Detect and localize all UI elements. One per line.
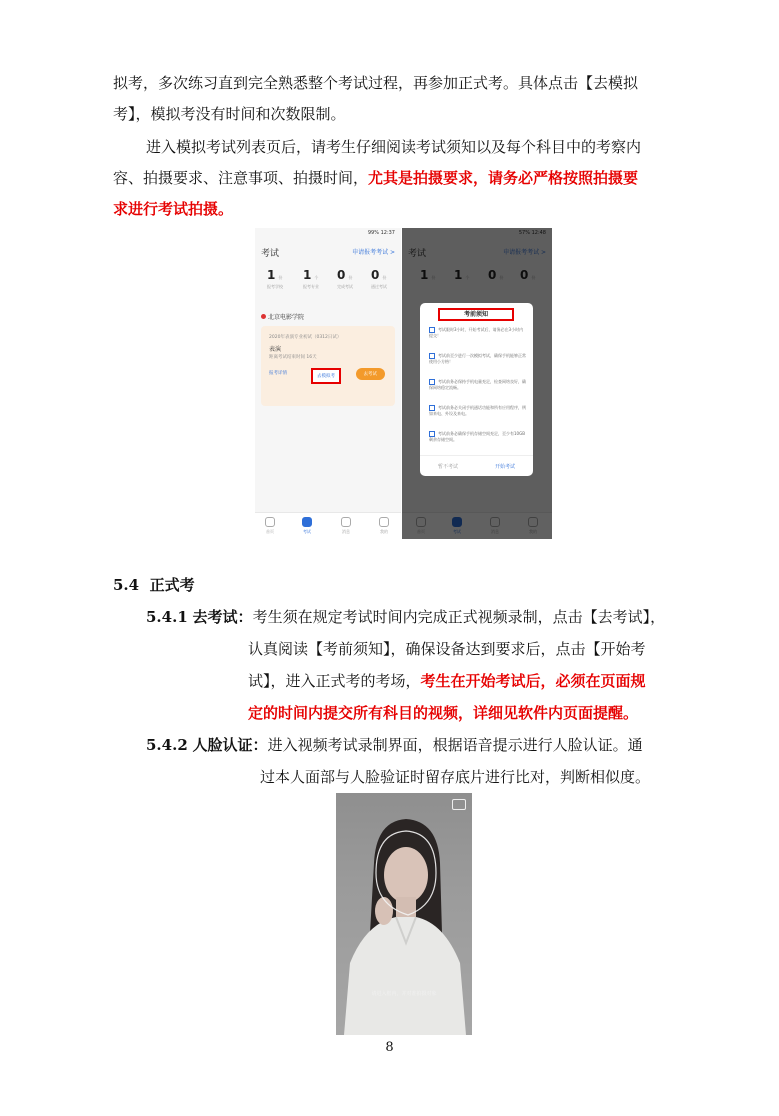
dialog-title: 考前须知 [438, 308, 514, 321]
home-icon [265, 517, 275, 527]
tab-message[interactable]: 消息 [331, 517, 361, 535]
school-icon [261, 314, 266, 319]
notice-item-3: 考试前务必保持手机电量充足，检查网络良好，确保网络稳定流畅。 [429, 379, 526, 390]
phone-screenshot-exam-notice [402, 228, 552, 539]
section-number: 5.4 [113, 576, 140, 594]
camera-switch-icon[interactable] [452, 799, 466, 810]
cancel-exam-button[interactable]: 暂不考试 [437, 464, 458, 470]
exam-card-countdown: 距离考试结束时间 16天 [269, 355, 317, 360]
exam-card-title: 2020年表演专业初试（0312日试） [269, 335, 342, 340]
start-exam-button[interactable]: 开始考试 [494, 464, 515, 470]
school-name: 北京电影学院 [261, 312, 304, 321]
sub1-line4: 定的时间内提交所有科目的视频，详细见软件内页面提醒。 [248, 704, 639, 722]
face-illustration [336, 793, 472, 1035]
para2-line1: 进入模拟考试列表页后，请考生仔细阅读考试须知以及每个科目中的考察内 [146, 138, 642, 156]
exam-icon [302, 517, 312, 527]
status-bar: 99% 12:37 [367, 230, 395, 236]
notice-item-2: 考试前至少进行一次模拟考试，确保手机能够正常使用小方格！ [429, 353, 526, 364]
go-exam-button[interactable]: 去考试 [356, 368, 386, 380]
exam-notice-dialog [420, 303, 533, 476]
tab-bar [255, 512, 401, 539]
para1-line1: 拟考，多次练习直到完全熟悉整个考试过程，再参加正式考。具体点击【去模拟 [113, 74, 639, 92]
sub2-label: 人脸认证： [192, 736, 268, 754]
exam-detail-button[interactable]: 报考详情 [269, 371, 287, 376]
page-title: 考试 [261, 249, 280, 259]
exam-card [261, 326, 395, 406]
user-icon [379, 517, 389, 527]
message-icon [341, 517, 351, 527]
mock-exam-button[interactable]: 去模拟考 [311, 368, 341, 384]
exam-card-major: 表演 [269, 346, 282, 353]
sub2-line1: 5.4.2 人脸认证：进入视频考试录制界面，根据语音提示进行人脸认证。通 [146, 736, 643, 754]
stat-4: 0 份 通过考试 [371, 268, 387, 289]
para2-line2-red: 尤其是拍摄要求，请务必严格按照拍摄要 [368, 169, 639, 187]
apply-exam-link[interactable]: 申请报考考试 > [352, 249, 395, 256]
tab-exam[interactable]: 考试 [292, 517, 322, 535]
notice-item-1: 考试限时3小时，开始考试后，请务必在3小时内提交！ [429, 327, 524, 338]
sub2-number: 5.4.2 [146, 736, 188, 754]
para2-line2-plain: 容、拍摄要求、注意事项、拍摄时间， [113, 169, 369, 187]
para1-line2: 考】，模拟考没有时间和次数限制。 [113, 105, 346, 123]
notice-item-5: 考试前务必确保手机存储空间充足，至少有10GB剩余存储空间。 [429, 431, 525, 442]
stat-1: 1 份 报考学校 [267, 268, 283, 289]
para2-line3: 求进行考试拍摄。 [113, 200, 234, 218]
sub1-number: 5.4.1 [146, 608, 188, 626]
tab-mine[interactable]: 我的 [369, 517, 399, 535]
dialog-actions [420, 455, 533, 476]
para2-line2 [113, 168, 638, 188]
sub1-label: 去考试： [192, 608, 253, 626]
sub1-line1: 5.4.1 去考试：考生须在规定考试时间内完成正式视频录制，点击【去考试】， [146, 608, 666, 626]
phone-screenshot-exam-list [255, 228, 401, 539]
sub1-line3: 试】，进入正式考的考场，考生在开始考试后，必须在页面规 [248, 672, 646, 690]
stat-3: 0 份 完成考试 [337, 268, 353, 289]
stat-2: 1 个 报考专业 [303, 268, 319, 289]
page-number: 8 [385, 1040, 394, 1055]
section-title: 正式考 [149, 576, 195, 594]
tab-home[interactable]: 首页 [255, 517, 285, 535]
sub2-line2: 过本人面部与人脸验证时留存底片进行比对，判断相似度。 [260, 768, 651, 786]
sub1-line2: 认真阅读【考前须知】，确保设备达到要求后，点击【开始考 [248, 640, 646, 658]
face-verification-photo [336, 793, 472, 1035]
section-heading [113, 575, 195, 595]
face-caption: 请进入框内，并对准拍摄对象 [371, 991, 437, 997]
notice-item-4: 考试前务必关闭手机通话功能和所有应用程序，例如来电、外设及来电。 [429, 405, 526, 416]
